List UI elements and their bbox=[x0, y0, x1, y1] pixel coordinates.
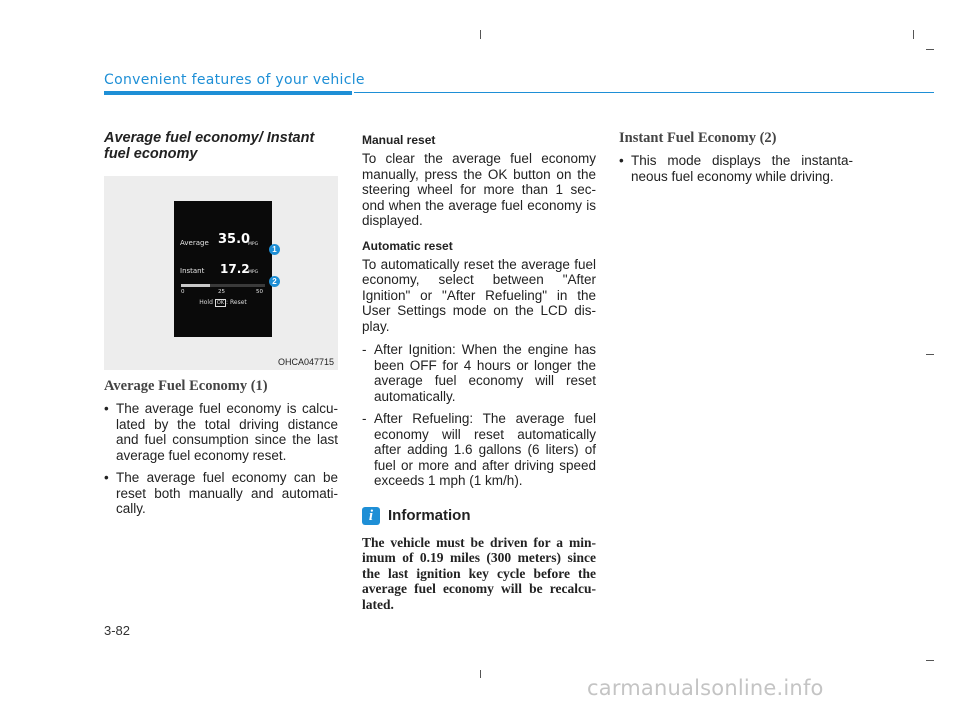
cluster-screen bbox=[174, 201, 272, 337]
hold-suffix: : Reset bbox=[226, 299, 247, 306]
bullet-icon: • bbox=[104, 470, 109, 485]
hold-reset-hint bbox=[174, 299, 272, 306]
instant-value: 17.2 bbox=[220, 262, 250, 276]
watermark: carmanualsonline.info bbox=[587, 676, 824, 700]
information-title: Information bbox=[388, 507, 471, 524]
automatic-reset-heading: Automatic reset bbox=[362, 238, 453, 253]
average-fuel-economy-heading: Average Fuel Economy (1) bbox=[104, 378, 268, 394]
scale-tick: 0 bbox=[181, 289, 185, 295]
average-value: 35.0 bbox=[218, 232, 251, 247]
callout-1-icon: 1 bbox=[269, 244, 280, 255]
manual-reset-heading: Manual reset bbox=[362, 133, 436, 147]
section-header: Convenient features of your vehicle bbox=[104, 72, 365, 88]
column-1 bbox=[104, 130, 338, 524]
dash-icon: - bbox=[362, 411, 367, 426]
hold-prefix: Hold bbox=[199, 299, 213, 306]
column-2 bbox=[362, 133, 596, 612]
average-label: Average bbox=[180, 239, 209, 247]
information-text: The vehicle must be driven for a min-imum of 0.19 miles (300 meters) since the last ignition key cycle before the average fuel economy will be recalcu-lated. bbox=[362, 534, 596, 612]
crop-mark bbox=[913, 30, 914, 39]
average-unit: MPG bbox=[248, 242, 259, 247]
ok-button-glyph: OK bbox=[216, 300, 225, 306]
bullet-item bbox=[104, 470, 338, 517]
bullet-icon: • bbox=[619, 153, 624, 168]
instant-bar-fill bbox=[181, 284, 210, 287]
page-number: 3-82 bbox=[104, 623, 131, 638]
header-rule-thin bbox=[354, 92, 934, 93]
bullet-text: The average fuel economy is calcu-lated by the total driving distance and fuel consumption since the last average fuel economy reset. bbox=[116, 401, 338, 463]
crop-mark bbox=[480, 670, 481, 678]
bullet-item bbox=[619, 153, 853, 184]
info-icon: i bbox=[362, 507, 380, 525]
instant-label: Instant bbox=[180, 267, 205, 275]
information-header bbox=[362, 507, 596, 525]
dash-icon: - bbox=[362, 342, 367, 357]
instant-unit: MPG bbox=[248, 270, 259, 275]
bullet-icon: • bbox=[104, 401, 109, 416]
bullet-text: The average fuel economy can be reset both manually and automati-cally. bbox=[116, 470, 338, 516]
callout-2-icon: 2 bbox=[269, 276, 280, 287]
figure-code: OHCA047715 bbox=[277, 357, 334, 367]
header-rule-thick bbox=[104, 91, 352, 95]
dash-text: After Ignition: When the engine has been OFF for 4 hours or longer the average fuel economy will reset automatically. bbox=[374, 342, 596, 404]
crop-mark bbox=[926, 49, 934, 50]
instant-fuel-economy-heading: Instant Fuel Economy (2) bbox=[619, 130, 777, 146]
crop-mark bbox=[926, 354, 934, 355]
dash-item bbox=[362, 342, 596, 404]
dash-text: After Refueling: The average fuel economy will reset automatically after adding 1.6 gallons (6 liters) of fuel or more and after driving speed exceeds 1 mph (1 km/h). bbox=[374, 411, 596, 488]
bullet-text: This mode displays the instanta-neous fuel economy while driving. bbox=[631, 153, 853, 184]
bullet-item bbox=[104, 401, 338, 463]
column-3 bbox=[619, 130, 853, 191]
manual-reset-text: To clear the average fuel economy manually, press the OK button on the steering wheel for more than 1 sec-ond when the average fuel economy is displayed. bbox=[362, 151, 596, 228]
cluster-figure bbox=[104, 176, 338, 370]
scale-tick: 50 bbox=[256, 289, 263, 295]
automatic-reset-text: To automatically reset the average fuel economy, select between "After Ignition" or "After Refueling" in the User Settings mode on the LCD dis-play. bbox=[362, 256, 596, 334]
crop-mark bbox=[480, 30, 481, 39]
crop-mark bbox=[926, 660, 934, 661]
section-heading: Average fuel economy/ Instant fuel economy bbox=[104, 130, 315, 162]
dash-item bbox=[362, 411, 596, 489]
scale-tick: 25 bbox=[218, 289, 225, 295]
